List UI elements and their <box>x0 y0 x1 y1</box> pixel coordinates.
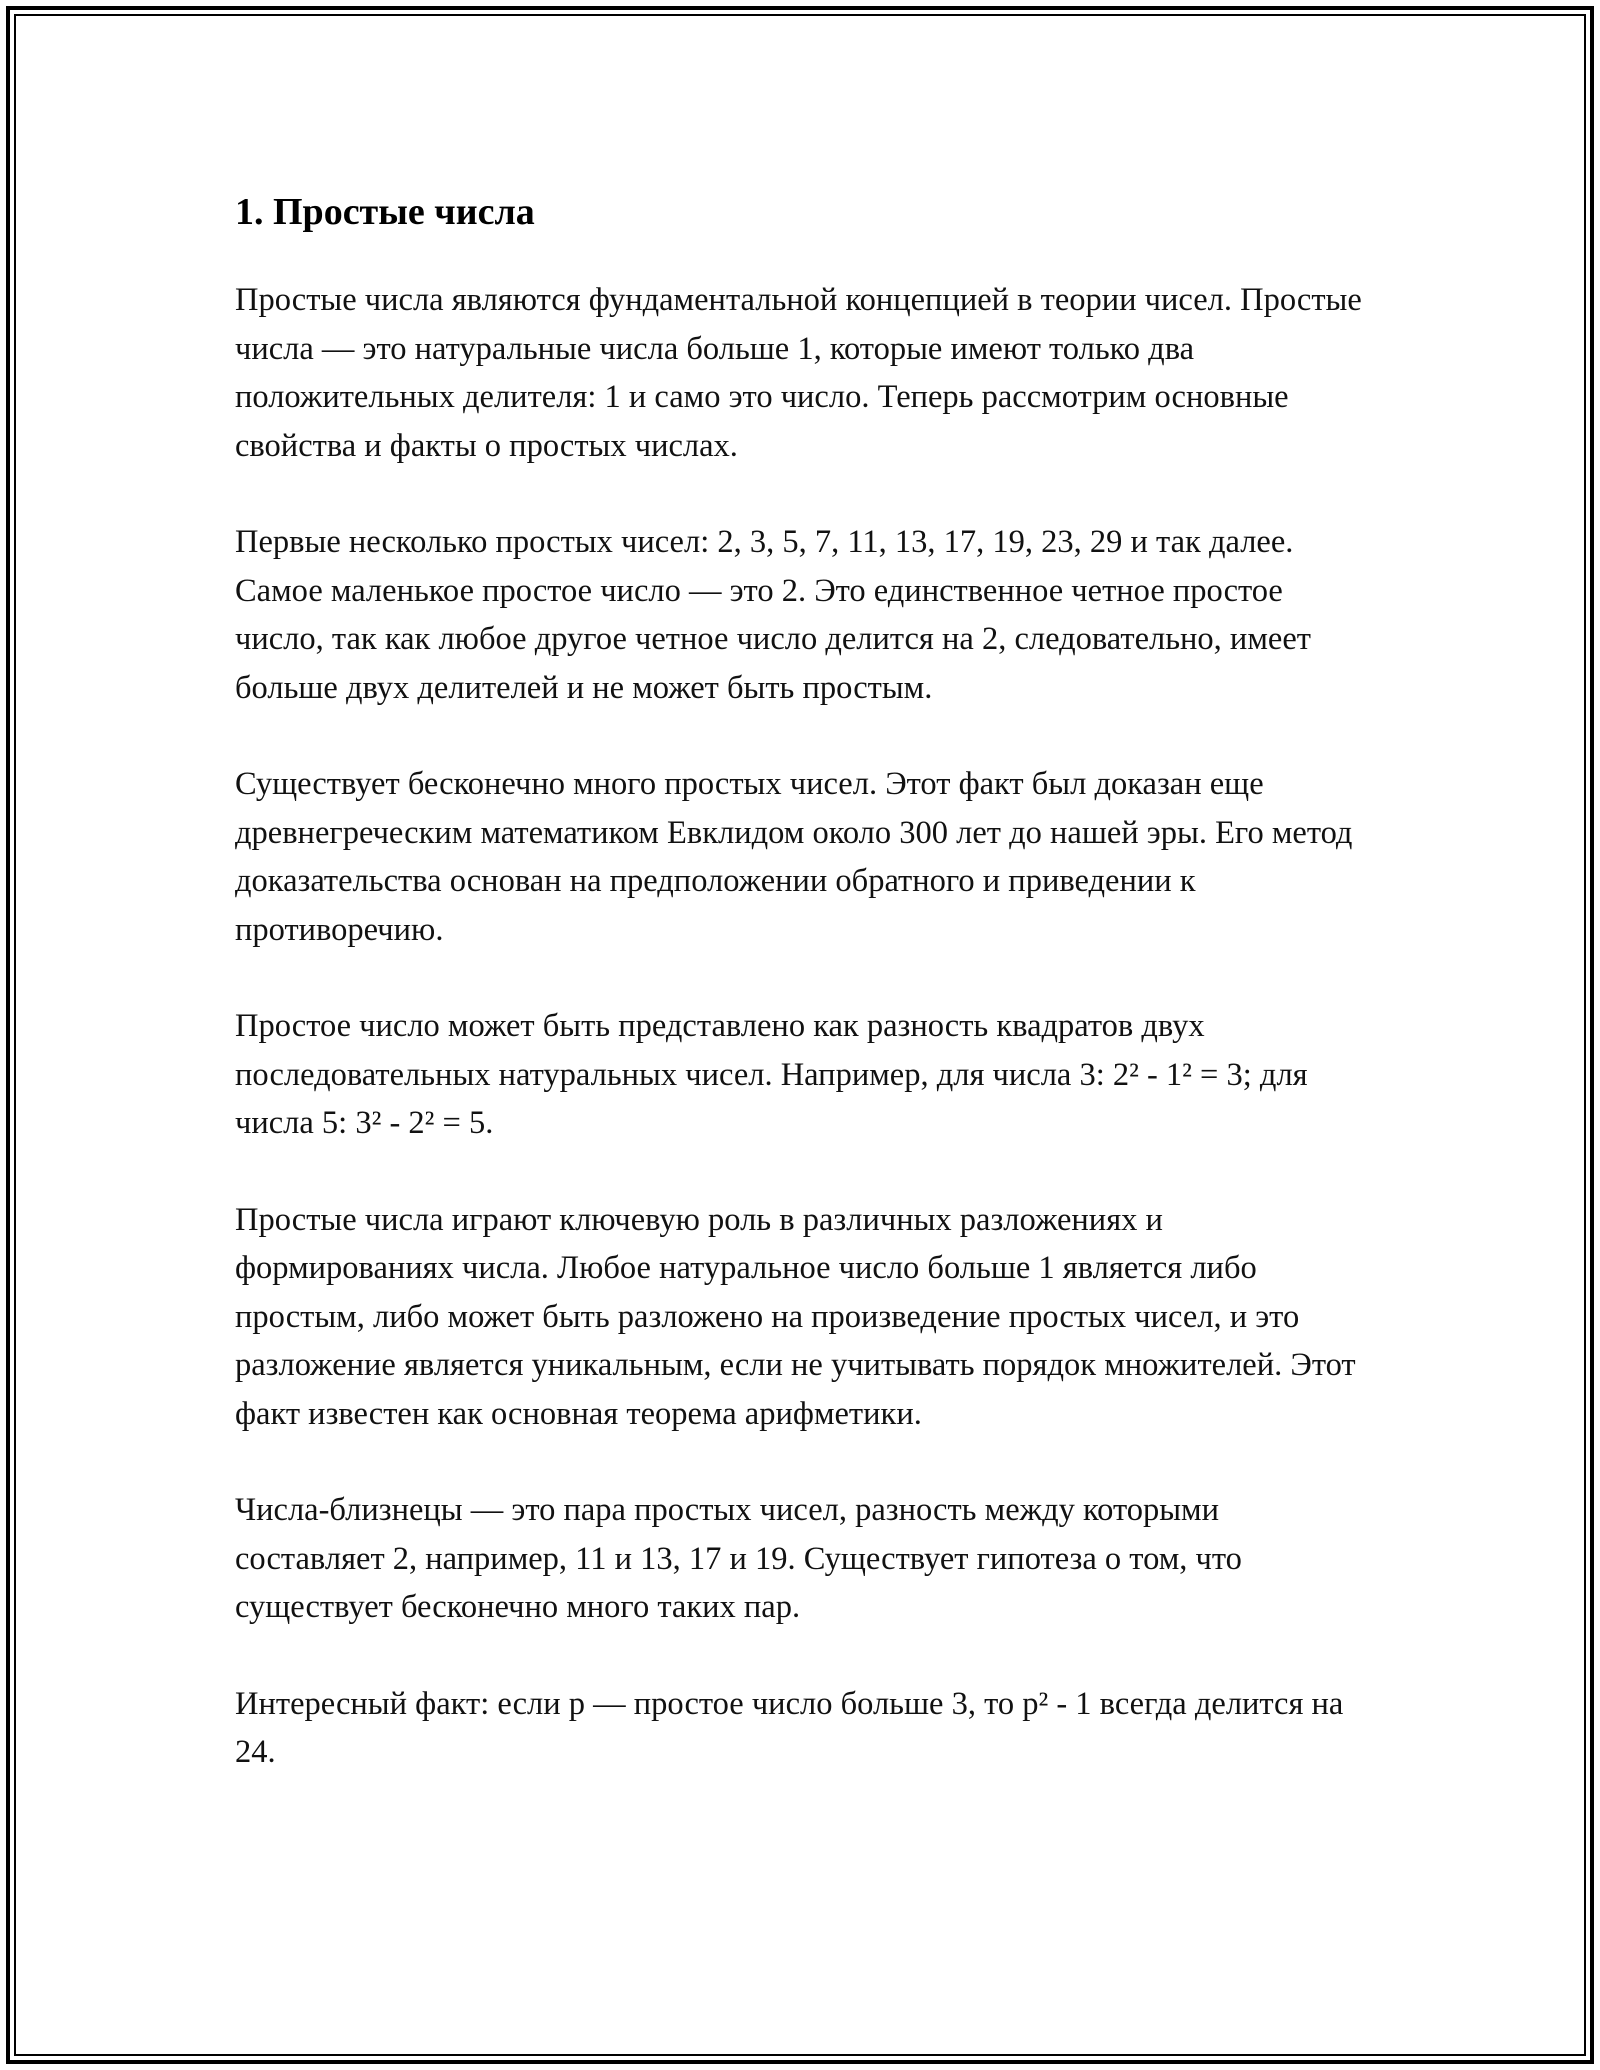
paragraph-fundamental-theorem: Простые числа играют ключевую роль в различных разложениях и формированиях числа. Любое натуральное число больше 1 является либо простым, либо может быть разложено на произведение простых чисел, и это разложение является уникальным, если не учитывать порядок множителей. Этот факт известен как основная теорема арифметики. <box>235 1201 1356 1432</box>
paragraph-infinitude: Существует бесконечно много простых чисел. Этот факт был доказан еще древнегреческим математиком Евклидом около 300 лет до нашей эры. Его метод доказательства основан на предположении обратного и приведении к противоречию. <box>235 766 1353 948</box>
paragraph-interesting-fact: Интересный факт: если p — простое число больше 3, то p² - 1 всегда делится на 24. <box>235 1685 1344 1770</box>
paragraph-difference-of-squares: Простое число может быть представлено как разность квадратов двух последовательных натуральных чисел. Например, для числа 3: 2² - 1² = 3; для числа 5: 3² - 2² = 5. <box>235 1008 1308 1141</box>
paragraph-definition: Простые числа являются фундаментальной концепцией в теории чисел. Простые числа — это натуральные числа больше 1, которые имеют только два положительных делителя: 1 и само это число. Теперь рассмотрим основные свойства и факты о простых числах. <box>235 282 1362 464</box>
section-heading: 1. Простые числа <box>235 191 535 233</box>
document-body <box>235 186 1375 1777</box>
paragraph-twin-primes: Числа-близнецы — это пара простых чисел, разность между которыми составляет 2, например, 11 и 13, 17 и 19. Существует гипотеза о том, что существует бесконечно много таких пар. <box>235 1492 1242 1625</box>
paragraph-first-primes: Первые несколько простых чисел: 2, 3, 5, 7, 11, 13, 17, 19, 23, 29 и так далее. Самое маленькое простое число — это 2. Это единственное четное простое число, так как любое другое четное число делится на 2, следовательно, имеет больше двух делителей и не может быть простым. <box>235 524 1311 706</box>
